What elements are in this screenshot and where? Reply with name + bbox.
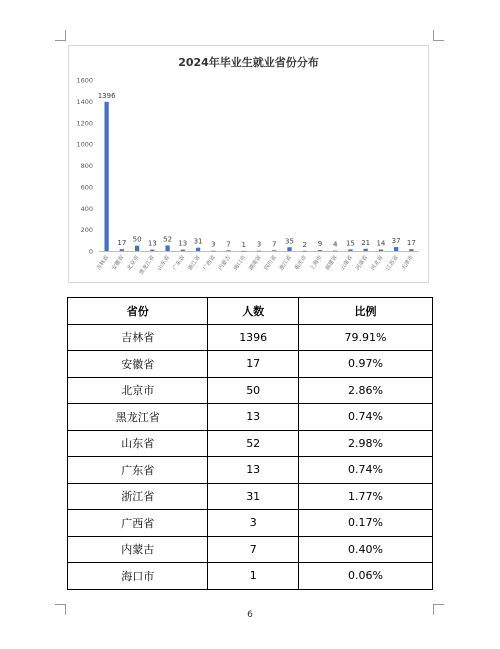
cell-ratio: 0.97% bbox=[298, 351, 432, 378]
table-row bbox=[68, 536, 433, 563]
cell-province: 北京市 bbox=[68, 377, 208, 404]
table-row bbox=[68, 483, 433, 510]
y-tick-label: 1000 bbox=[76, 140, 93, 149]
cell-province: 海口市 bbox=[68, 563, 208, 590]
data-label: 50 bbox=[132, 235, 142, 244]
cell-province: 吉林省 bbox=[68, 324, 208, 351]
table-row bbox=[68, 430, 433, 457]
header-ratio: 比例 bbox=[298, 298, 432, 325]
bar bbox=[196, 248, 200, 251]
x-tick-label: 天津市 bbox=[400, 254, 416, 272]
table-row bbox=[68, 324, 433, 351]
data-label: 35 bbox=[285, 237, 294, 246]
bar bbox=[379, 250, 383, 251]
cell-count: 1 bbox=[208, 563, 299, 590]
data-label: 7 bbox=[272, 240, 277, 249]
data-label: 14 bbox=[376, 239, 386, 248]
bar bbox=[409, 249, 413, 251]
x-tick-label: 海口市 bbox=[233, 254, 248, 272]
cell-count: 3 bbox=[208, 510, 299, 537]
x-tick-label: 山东省 bbox=[156, 254, 172, 272]
x-tick-label: 浙江省 bbox=[187, 254, 202, 272]
x-tick-label: 上海市 bbox=[309, 254, 324, 272]
cell-province: 黑龙江省 bbox=[68, 404, 208, 431]
x-tick-label: 广西省 bbox=[202, 254, 217, 272]
bar bbox=[181, 250, 185, 251]
cell-province: 内蒙古 bbox=[68, 536, 208, 563]
x-tick-label: 湖南省 bbox=[248, 254, 263, 272]
x-tick-label: 江苏省 bbox=[385, 254, 400, 272]
data-label: 3 bbox=[256, 240, 262, 249]
x-tick-label: 四川省 bbox=[263, 254, 278, 272]
bar bbox=[348, 249, 352, 251]
cell-ratio: 2.86% bbox=[298, 377, 432, 404]
data-label: 9 bbox=[317, 240, 323, 249]
bar bbox=[165, 245, 169, 251]
y-tick-label: 1400 bbox=[76, 97, 93, 106]
table-row bbox=[68, 563, 433, 590]
bar-chart bbox=[69, 46, 428, 282]
cell-count: 7 bbox=[208, 536, 299, 563]
chart-container bbox=[68, 45, 429, 283]
y-tick-label: 1200 bbox=[76, 119, 93, 128]
bar bbox=[364, 249, 368, 251]
bar bbox=[211, 251, 215, 252]
bar bbox=[303, 251, 307, 252]
y-tick-label: 200 bbox=[80, 226, 93, 235]
data-label: 52 bbox=[163, 235, 173, 244]
page-number: 6 bbox=[247, 610, 253, 620]
y-tick-label: 400 bbox=[80, 204, 93, 213]
cell-count: 31 bbox=[208, 483, 299, 510]
x-tick-label: 浙江省 bbox=[278, 254, 294, 272]
header-count: 人数 bbox=[208, 298, 299, 325]
data-label: 15 bbox=[345, 239, 355, 248]
chart-title: 2024年毕业生就业省份分布 bbox=[178, 56, 319, 69]
x-tick-label: 重庆市 bbox=[293, 254, 309, 272]
data-label: 17 bbox=[406, 239, 416, 248]
cell-ratio: 79.91% bbox=[298, 324, 432, 351]
cell-ratio: 0.40% bbox=[298, 536, 432, 563]
bar bbox=[120, 249, 124, 251]
bar bbox=[272, 250, 276, 251]
data-label: 1396 bbox=[97, 91, 116, 100]
x-tick-label: 北京市 bbox=[126, 254, 141, 272]
y-tick-label: 600 bbox=[80, 183, 93, 192]
x-tick-label: 内蒙古 bbox=[217, 254, 233, 272]
data-label: 2 bbox=[302, 240, 307, 249]
cell-ratio: 2.98% bbox=[298, 430, 432, 457]
data-label: 3 bbox=[211, 240, 216, 249]
bar bbox=[226, 250, 230, 251]
x-tick-label: 吉林省 bbox=[95, 254, 111, 272]
x-tick-label: 福建省 bbox=[324, 254, 339, 272]
bar bbox=[287, 247, 291, 251]
x-tick-label: 河南省 bbox=[354, 254, 370, 272]
cell-ratio: 0.74% bbox=[298, 457, 432, 484]
bar bbox=[104, 102, 108, 251]
cell-count: 17 bbox=[208, 351, 299, 378]
table-row bbox=[68, 510, 433, 537]
data-table bbox=[67, 297, 433, 590]
data-label: 4 bbox=[332, 240, 338, 249]
cell-ratio: 0.74% bbox=[298, 404, 432, 431]
table-row bbox=[68, 404, 433, 431]
cell-ratio: 0.17% bbox=[298, 510, 432, 537]
cell-count: 1396 bbox=[208, 324, 299, 351]
cell-province: 浙江省 bbox=[68, 483, 208, 510]
y-tick-label: 0 bbox=[88, 247, 93, 256]
y-tick-label: 1600 bbox=[76, 76, 93, 85]
header-province: 省份 bbox=[68, 298, 208, 325]
table-header-row bbox=[68, 298, 433, 325]
cell-ratio: 0.06% bbox=[298, 563, 432, 590]
bar bbox=[333, 251, 337, 252]
table-row bbox=[68, 377, 433, 404]
bar bbox=[394, 247, 398, 251]
cell-province: 广东省 bbox=[68, 457, 208, 484]
cell-count: 13 bbox=[208, 404, 299, 431]
crop-mark-top-left bbox=[55, 30, 66, 41]
data-label: 21 bbox=[361, 238, 371, 247]
data-label: 1 bbox=[241, 240, 246, 249]
cell-count: 52 bbox=[208, 430, 299, 457]
x-tick-label: 安徽省 bbox=[111, 254, 126, 272]
bar bbox=[318, 250, 322, 251]
data-label: 37 bbox=[391, 237, 401, 246]
table-row bbox=[68, 457, 433, 484]
bar bbox=[150, 250, 154, 251]
cell-province: 广西省 bbox=[68, 510, 208, 537]
cell-province: 山东省 bbox=[68, 430, 208, 457]
table-row bbox=[68, 351, 433, 378]
cell-count: 50 bbox=[208, 377, 299, 404]
data-label: 17 bbox=[117, 239, 127, 248]
y-tick-label: 800 bbox=[80, 162, 93, 170]
x-tick-label: 广东省 bbox=[172, 254, 187, 272]
cell-ratio: 1.77% bbox=[298, 483, 432, 510]
x-tick-label: 云南省 bbox=[339, 254, 355, 272]
cell-province: 安徽省 bbox=[68, 351, 208, 378]
data-label: 7 bbox=[226, 240, 231, 249]
crop-mark-top-right bbox=[433, 30, 444, 41]
data-label: 31 bbox=[193, 237, 203, 246]
data-label: 13 bbox=[178, 239, 188, 248]
cell-count: 13 bbox=[208, 457, 299, 484]
data-label: 13 bbox=[147, 239, 157, 248]
x-tick-label: 河北省 bbox=[370, 254, 385, 272]
bar bbox=[135, 246, 139, 251]
bar bbox=[257, 251, 261, 252]
bar bbox=[242, 251, 246, 252]
x-tick-label: 黑龙江省 bbox=[138, 254, 156, 277]
